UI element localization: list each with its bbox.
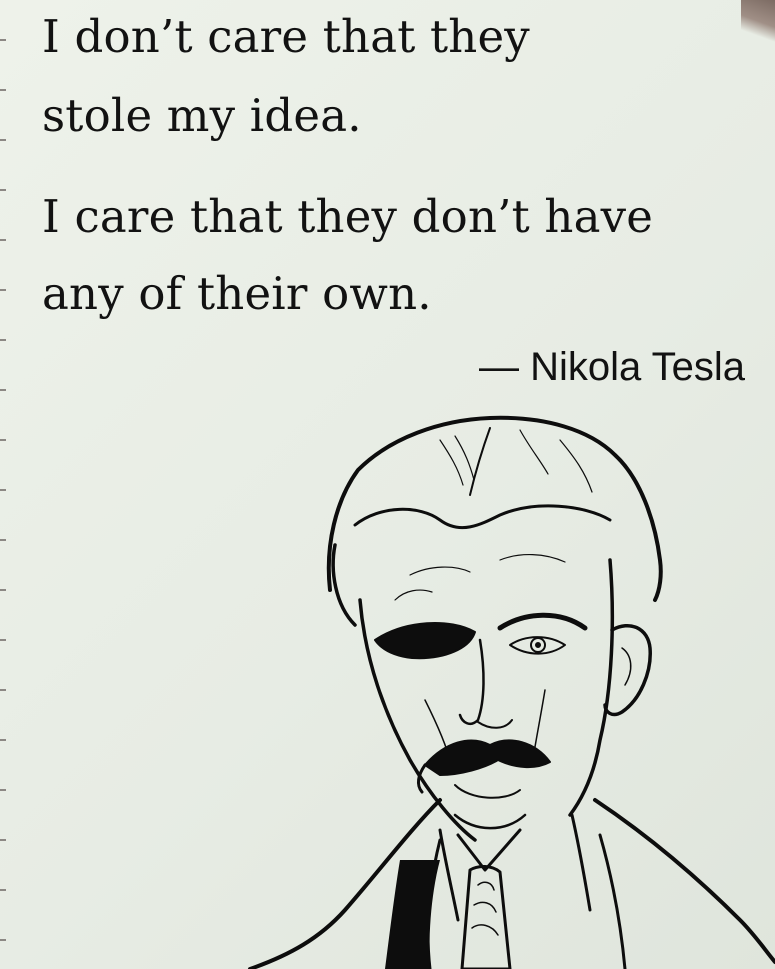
left-eye [375, 623, 475, 658]
quote-line-4: any of their own. [42, 267, 432, 320]
quote-line-2: stole my idea. [42, 89, 362, 142]
right-brow [500, 615, 585, 628]
chin [455, 785, 520, 798]
author-name: Nikola Tesla [530, 345, 745, 389]
quote-line-1: I don’t care that they [42, 10, 530, 63]
hair-part [470, 428, 490, 495]
quote-line-3: I care that they don’t have [42, 190, 654, 243]
moustache [425, 740, 550, 775]
shirt-collar [440, 830, 458, 920]
nose [460, 640, 484, 724]
attribution-dash: — [478, 345, 519, 389]
page-corner-shadow [741, 0, 775, 48]
